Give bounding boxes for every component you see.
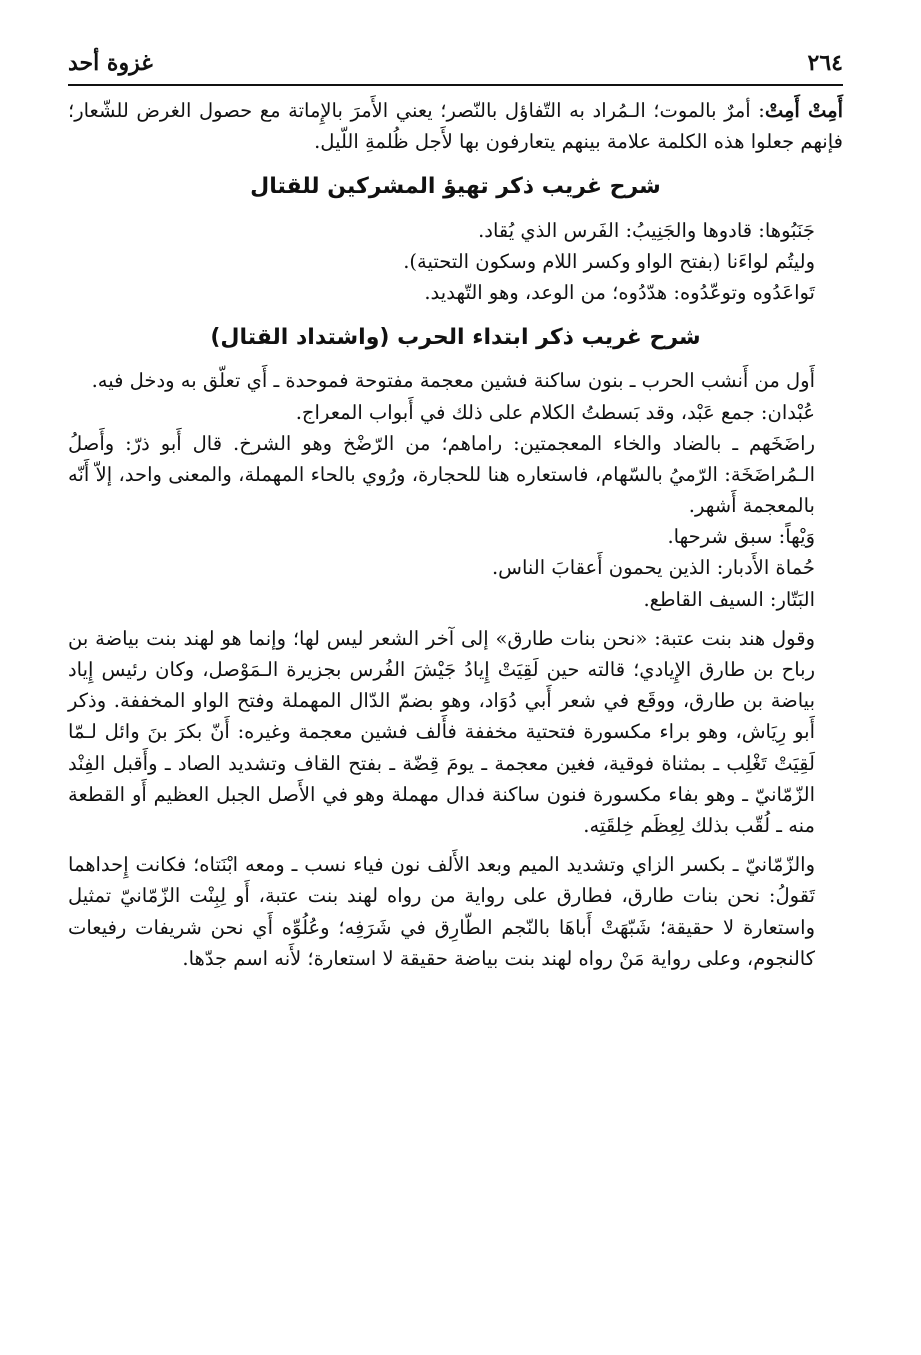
paragraph-battar: البَتّار: السيف القاطع. bbox=[643, 587, 815, 611]
paragraph-janabuha: جَنَبُوها: قادوها والجَنِيبُ: الفَرس الذي يُقاد. bbox=[478, 218, 815, 242]
paragraph-ubdan: عُبْدان: جمع عَبْد، وقد بَسطتُ الكلام على ذلك في أَبواب المعراج. bbox=[295, 400, 815, 424]
section-heading-battle: شرح غريب ذكر ابتداء الحرب (واشتداد القتال) bbox=[210, 325, 701, 351]
gloss-term: أَمِتْ أَمِتْ bbox=[764, 99, 843, 122]
paragraph-amit bbox=[68, 95, 843, 157]
paragraph-zimmani: والزّمّانيّ ـ بكسر الزاي وتشديد الميم وبعد الأَلف نون فياء نسب ـ ومعه ابْنَتاه؛ فكانت إِحداهما تَقولُ: نحن بنات طارق، فطارق على رواية من رواه لهند بنت عتبة، أَو لِبِنْت الزّمّانيّ تمثيل واستعارة لا حقيقة؛ شَبّهَتْ أَباهَا بالنّجم الطّارِق في شَرَفِه؛ وعُلُوِّه أَي نحن شريفات رفيعات كالنجوم، وعلى رواية مَنْ رواه لهند بنت بياضة حقيقة لا استعارة؛ لأَنه اسم جدّها. bbox=[68, 853, 815, 970]
header-divider bbox=[68, 84, 843, 86]
paragraph-wayhan: وَيْهاً: سبق شرحها. bbox=[667, 525, 815, 549]
paragraph-humat: حُماة الأَدبار: الذين يحمون أَعقابَ الناس. bbox=[491, 556, 815, 580]
page-body bbox=[68, 95, 843, 974]
chapter-title: غزوة أحد bbox=[68, 50, 153, 76]
section-heading-preparation: شرح غريب ذكر تهيؤ المشركين للقتال bbox=[250, 174, 661, 200]
paragraph-radakhahum: راضَخَهم ـ بالضاد والخاء المعجمتين: راماهم؛ من الرّضْخ وهو الشرخ. قال أَبو ذرّ: وأَصلُ الـمُراضَخَة: الرّميُ بالسّهام، فاستعاره هنا للحجارة، ورُوي بالحاء المهملة، والمعنى واحد، إلاّ أَنّه بالمعجمة أَشهر. bbox=[68, 431, 815, 518]
page-header bbox=[68, 44, 843, 82]
paragraph-ansha: أَول من أَنشب الحرب ـ بنون ساكنة فشين معجمة مفتوحة فموحدة ـ أَي تعلّق به ودخل فيه. bbox=[91, 369, 815, 393]
paragraph-hind: وقول هند بنت عتبة: «نحن بنات طارق» إلى آخر الشعر ليس لها؛ وإنما هو لهند بنت بياضة بن رباح بن طارق الإِيادي؛ قالته حين لَقِيَتْ إِيادُ جَيْشَ الفُرس بجزيرة الـمَوْصل، وكان رئيس إِياد بياضة بن طارق، ووقَع في شعر أَبي دُوَاد، وهو بضمّ الدّال المهملة وفتح الواو المخففة. وذكر أَبو رِيَاش، وهو براء مكسورة فتحتية مخففة فأَلف فشين معجمة وغيره: أَنّ بكرَ بنَ وائل لـمّا لَقِيَتْ تَغْلِب ـ بمثناة فوقية، فغين معجمة ـ يومَ قِضّة ـ بفتح القاف وتشديد الصاد ـ وأَقبل الفِنْد الزّمّانيّ ـ وهو بفاء مكسورة فنون ساكنة فدال مهملة وهو في الأَصل الجبل العظيم أَو القطعة منه ـ لُقّب بذلك لِعِظَم خِلقَتِه. bbox=[68, 626, 815, 837]
gloss-text: : أمرٌ بالموت؛ الـمُراد به التّفاؤل بالنّصر؛ يعني الأَمرَ بالإِماتة مع حصول الغرض للشّعار؛ فإنهم جعلوا هذه الكلمة علامة بينهم يتعارفون بها لأَجل ظُلمةِ اللّيل. bbox=[68, 99, 843, 154]
paragraph-tawaaduh: تَواعَدُوه وتوعّدُوه: هدّدُوه؛ من الوعد، وهو التّهديد. bbox=[424, 280, 815, 304]
paragraph-wulitum: وليتُم لواءَنا (بفتح الواو وكسر اللام وسكون التحتية). bbox=[403, 249, 815, 273]
page-number: ٢٦٤ bbox=[807, 50, 843, 76]
